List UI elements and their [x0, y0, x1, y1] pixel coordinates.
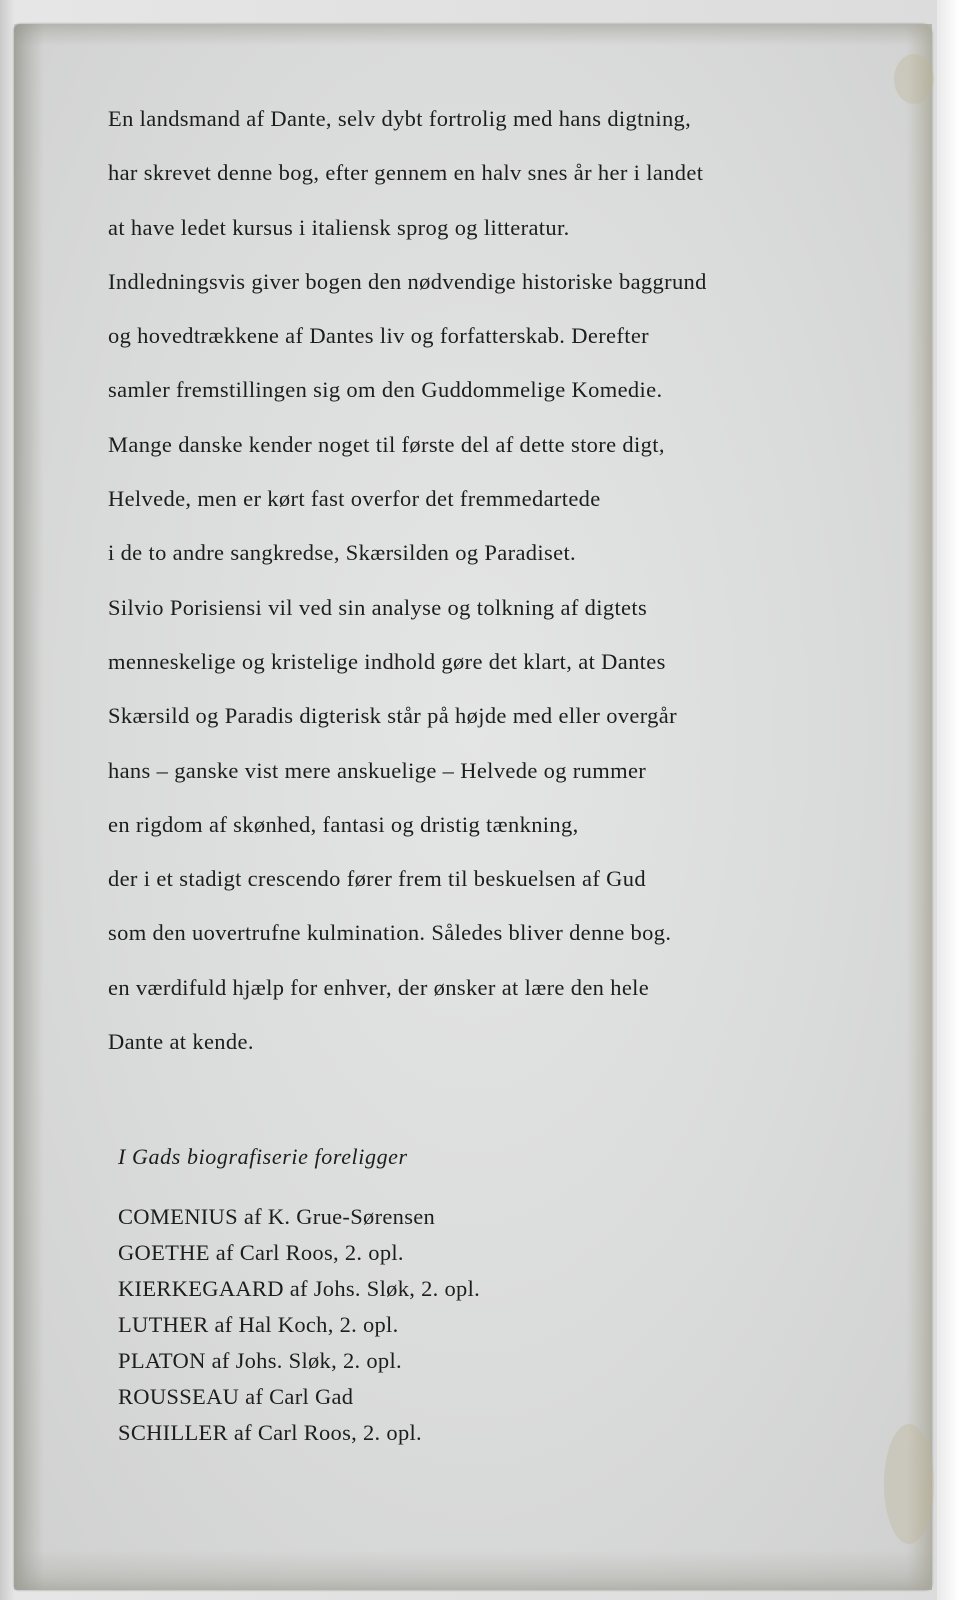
blurb-line: menneskelige og kristelige indhold gøre det klart, at Dantes — [108, 648, 666, 674]
blurb-text — [108, 92, 868, 1069]
cover-edge-wear-bottom — [14, 1550, 932, 1590]
series-title: LUTHER af Hal Koch, 2. opl. — [118, 1312, 399, 1337]
blurb-line: en rigdom af skønhed, fantasi og dristig tænkning, — [108, 811, 579, 837]
series-title: PLATON af Johs. Sløk, 2. opl. — [118, 1348, 402, 1373]
blurb-line: at have ledet kursus i italiensk sprog og litteratur. — [108, 214, 570, 240]
series-title: COMENIUS af K. Grue-Sørensen — [118, 1204, 436, 1229]
cover-stain — [884, 1424, 934, 1544]
blurb-line: samler fremstillingen sig om den Guddommelige Komedie. — [108, 377, 663, 403]
series-heading: I Gads biografiserie foreligger — [118, 1144, 408, 1169]
series-title: ROUSSEAU af Carl Gad — [118, 1384, 354, 1409]
cover-edge-wear-right — [906, 24, 932, 1590]
blurb-line: Mange danske kender noget til første del af dette store digt, — [108, 431, 665, 457]
blurb-line: og hovedtrækkene af Dantes liv og forfatterskab. Derefter — [108, 323, 649, 349]
cover-edge-wear-top — [14, 24, 932, 46]
blurb-line: En landsmand af Dante, selv dybt fortrolig med hans digtning, — [108, 106, 692, 131]
series-title: GOETHE af Carl Roos, 2. opl. — [118, 1240, 404, 1265]
blurb-line: har skrevet denne bog, efter gennem en halv snes år her i landet — [108, 160, 704, 186]
cover-edge-wear-left — [14, 24, 44, 1590]
blurb-line: Skærsild og Paradis digterisk står på højde med eller overgår — [108, 703, 677, 729]
blurb-line: som den uovertrufne kulmination. Således bliver denne bog. — [108, 920, 672, 946]
series-list — [118, 1199, 480, 1451]
blurb-line: der i et stadigt crescendo fører frem til beskuelsen af Gud — [108, 866, 646, 892]
blurb-line: Helvede, men er kørt fast overfor det fremmedartede — [108, 486, 601, 512]
blurb-line: Dante at kende. — [108, 1029, 254, 1055]
series-title: SCHILLER af Carl Roos, 2. opl. — [118, 1420, 422, 1445]
background-strip — [937, 0, 959, 1600]
blurb-line: Indledningsvis giver bogen den nødvendige historiske baggrund — [108, 268, 707, 294]
series-title: KIERKEGAARD af Johs. Sløk, 2. opl. — [118, 1276, 481, 1301]
blurb-line: en værdifuld hjælp for enhver, der ønsker at lære den hele — [108, 974, 650, 1000]
blurb-line: hans – ganske vist mere anskuelige – Helvede og rummer — [108, 757, 647, 783]
blurb-line: i de to andre sangkredse, Skærsilden og Paradiset. — [108, 540, 577, 566]
blurb-line: Silvio Porisiensi vil ved sin analyse og tolkning af digtets — [108, 594, 648, 620]
cover-stain — [894, 54, 934, 104]
